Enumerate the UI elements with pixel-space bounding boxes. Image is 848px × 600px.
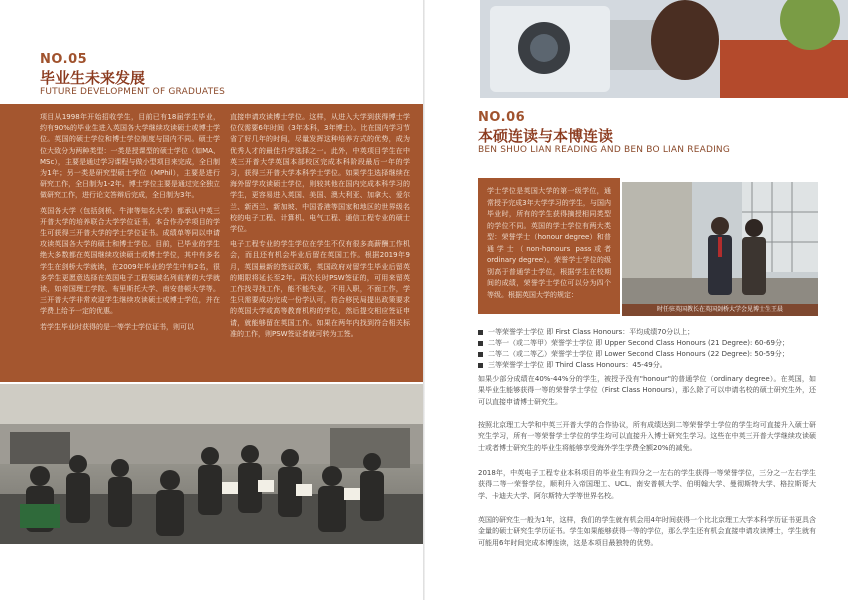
paragraph: 2018年，中英电子工程专业本科项目的毕业生有四分之一左右的学生获得一等荣誉学位，三分之一左右学生获得二等一荣誉学位，顺利升入帝国理工、UCL、南安普顿大学、伯明翰大学、曼彻斯特大学、格拉斯哥大学、卡迪夫大学、阿尔斯特大学等世界名校。 — [478, 469, 816, 500]
paragraph: 电子工程专业的学生学位在学生不仅有很多高薪酬工作机会，而且还有机会毕业后留在英国工作。根据2019年9月，英国最新的签证政策，英国政府对留学生毕业后留英的期限将延长至2年。再次长时PSW签证的，可用来留英工作找寻找工作，能不能失业，不用入职，不面工作，学生只需要成功完成一份学认可，符合移民局提出政策要求的英国大学或高等教育机构的学位，然后提交相应签证申请，就能够留在英国工作。如果在两年内找到符合相关标准的工作，则PSW签证者就可转为工签。 — [230, 240, 410, 338]
text-column-2 — [230, 112, 410, 344]
bullet-square-icon — [478, 341, 483, 346]
intro-text: 学士学位是英国大学的第一级学位，通常授予完成3年大学学习的学生，与国内毕业时，所有的学生获得摘授相同类型的学位不同。英国的学士学位有两大类型：荣誉学士（honour degree）和普通学士（non-honours pass或者ordinary degree）。荣誉学士学位的级别高于普通学士学位，根据学生在校期间的成绩，荣誉学士学位可以分为四个等级。根据英国大学的规定： — [487, 187, 611, 299]
list-item-text: 一等荣誉学士学位 即 First Class Honours：平均成绩70分以上； — [488, 328, 695, 336]
list-item — [478, 327, 818, 338]
meeting-illustration — [622, 182, 818, 316]
bullet-square-icon — [478, 330, 483, 335]
paragraph: 如果少部分成绩在40%-44%分的学生，被授予没有"honour"的普通学位（ordinary degree）。在英国，如果毕业生能够获得一等的荣誉学士学位（First Class Honours），那么除了可以申请名校的硕士研究生外，还可以直接申请博士研究生。 — [478, 375, 816, 406]
bullet-square-icon — [478, 352, 483, 357]
section-subtitle: BEN SHUO LIAN READING AND BEN BO LIAN READING — [478, 145, 731, 155]
text-column-1 — [40, 112, 220, 337]
section-title: 本硕连读与本博连读 — [478, 127, 614, 145]
list-item — [478, 360, 818, 371]
list-item-text: 二等二（或二等乙）荣誉学士学位 即 Lower Second Class Honours (22 Degree): 50-59分； — [488, 350, 789, 358]
section-subtitle: FUTURE DEVELOPMENT OF GRADUATES — [40, 87, 226, 97]
list-item-text: 二等一（或二等甲）荣誉学士学位 即 Upper Second Class Honours (21 Degree): 60-69分； — [488, 339, 789, 347]
paragraph: 英国的研究生一般为1年，这样，我们的学生就有机会用4年时间获得一个比北京理工大学本科学历证书更具含金量的硕士研究生学历证书。学生如果能够获得一等的学位，那么学生还有机会直接申请攻读博士，学生就有可能用6年时间完成本博连读，这是本项目最独特的优势。 — [478, 516, 816, 547]
list-item-text: 三等荣誉学士学位 即 Third Class Honours：45-49分。 — [488, 361, 667, 369]
meeting-photo — [622, 182, 818, 316]
graduates-illustration — [0, 384, 424, 544]
paragraph: 英国各大学（包括剑桥、牛津等知名大学）都承认中英三开普大学的培养联合大学学位证书，本合作办学项目的学生可获得三开普大学的学士学位证书。成绩单等同以申请攻读英国各大学的硕士和博士学位。目前，已毕业的学生绝大多数都在英国继续攻读硕士或博士学位，其中有多名学生在剑桥大学就读，在2009年毕业的学生中有2名，很多学生更愿意选择在英国电子工程领域名列前茅的大学就读，如帝国理工学院、布里斯托大学、南安普顿大学等。三开普大学非常欢迎学生继续攻读硕士或博士学位，并在学费上给予一定的优惠。 — [40, 206, 220, 316]
degree-class-list — [478, 327, 818, 371]
graduates-photo — [0, 384, 424, 544]
surveying-instrument-illustration — [480, 0, 848, 98]
list-item — [478, 349, 818, 360]
page-gutter — [423, 0, 425, 600]
paragraph: 若学生毕业时获得的是一等学士学位证书，则可以 — [40, 322, 194, 331]
photo-caption: 时任驻英国教长在英国剑桥大学会见博士生王晨 — [622, 304, 818, 316]
intro-box — [478, 178, 620, 314]
paragraph: 按照北京理工大学和中英三开普大学的合作协议，所有成绩达到二等荣誉学士学位的学生均可直接升入硕士研究生学习，所有一等荣誉学士学位的学生均可以直接升入博士研究生学习。这些在中英三开普大学继续攻读硕士或者博士研究生的毕业生将能够享受海外学生学费全额20%的减免。 — [478, 421, 816, 452]
section-title: 毕业生未来发展 — [40, 69, 146, 87]
paragraph: 项目从1998年开始招收学生，目前已有18届学生毕业，约有90%的毕业生进入英国各大学继续攻读硕士或博士学位。英国的硕士学位和博士学位制度与国内不同。硕士学位大致分为两种类型：一类是授课型的硕士学位（如MA、MSc），主要是通过学习课程与做小型项目来完成，全日制为1年；另一类是研究型硕士学位（MPhil），主要是进行研究工作，全日制为1-2年。博士学位主要是通过完全独立做研究工作，进行论文答辩后完成，全日制为3年。 — [40, 113, 220, 200]
lab-photo — [480, 0, 848, 98]
section-number: NO.05 — [40, 52, 88, 67]
section-number: NO.06 — [478, 110, 526, 125]
bullet-square-icon — [478, 363, 483, 368]
list-item — [478, 338, 818, 349]
paragraph: 直接申请攻读博士学位。这样，从进入大学到获得博士学位仅需要6年时间（3年本科，3年博士）。比在国内学习节省了好几年的时间，尽量发挥这种培养方式的优势，成为优秀人才的最佳升学选择之一。此外，中英项目学生在中英三开普大学英国本部校区完成本科阶段最后一年的学习，获得三开普大学本科学士学位。如果学生选择继续在海外留学攻读硕士学位，则较其他在国内完成本科学习的学生，更容易进入英国、美国、澳大利亚、加拿大、爱尔兰、新西兰、新加坡、中国香港等国家和地区的世界级名校的电子工程、计算机、电气工程、通信工程专业的硕士学位。 — [230, 113, 410, 234]
